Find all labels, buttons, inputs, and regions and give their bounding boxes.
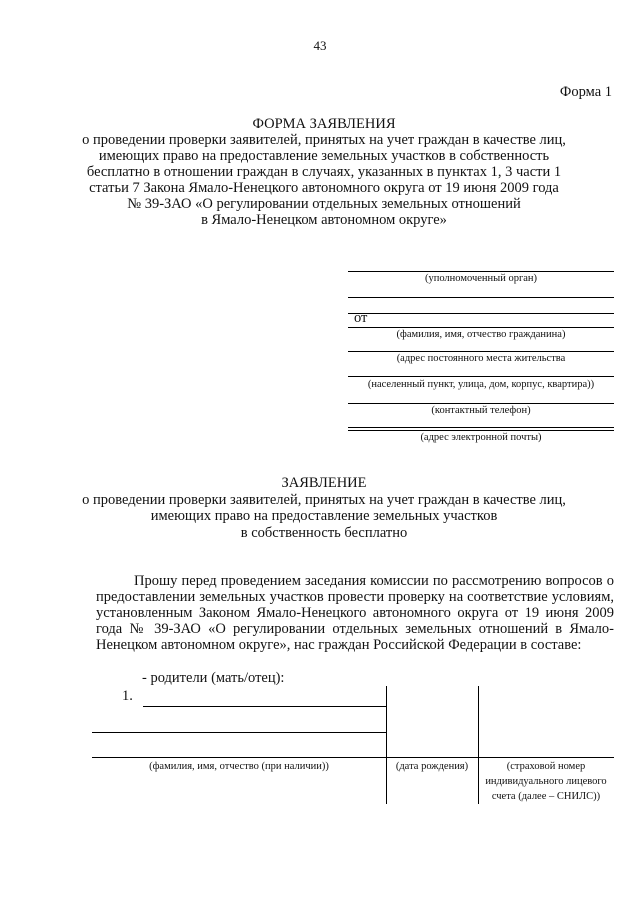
statement-heading: ЗАЯВЛЕНИЕ [281, 475, 367, 491]
column-snils-caption-line: индивидуального лицевого [485, 776, 607, 787]
form-title [60, 116, 588, 228]
fio-line[interactable] [348, 327, 614, 328]
fio-entry-line[interactable] [143, 706, 386, 707]
settlement-caption: (населенный пункт, улица, дом, корпус, квартира)) [367, 379, 595, 390]
form-title-line: статьи 7 Закона Ямало-Ненецкого автономного округа от 19 июня 2009 года [89, 180, 559, 196]
form-title-line: о проведении проверки заявителей, принятых на учет граждан в качестве лиц, [82, 132, 566, 148]
authority-line[interactable] [348, 271, 614, 272]
column-birth-caption: (дата рождения) [395, 761, 469, 772]
form-title-line: имеющих право на предоставление земельных участков в собственность [98, 148, 550, 164]
page-number: 43 [313, 38, 327, 53]
column-snils-caption [478, 759, 614, 804]
address-line[interactable] [348, 351, 614, 352]
form-title-heading: ФОРМА ЗАЯВЛЕНИЯ [252, 116, 396, 132]
settlement-line[interactable] [348, 376, 614, 377]
authority-line-2[interactable] [348, 297, 614, 298]
statement-line: имеющих право на предоставление земельных участков [150, 508, 498, 524]
email-caption: (адрес электронной почты) [420, 432, 542, 443]
form-title-line: в Ямало-Ненецком автономном округе» [201, 212, 447, 228]
form-title-line: № 39-ЗАО «О регулировании отдельных земельных отношений [127, 196, 521, 212]
statement-line: в собственность бесплатно [240, 524, 408, 541]
request-paragraph [96, 573, 614, 653]
authority-caption: (уполномоченный орган) [424, 273, 538, 284]
request-text: Прошу перед проведением заседания комиссии по рассмотрению вопросов о предоставлении земельных участков провести проверку на соответствие условиям, установленным Законом Ямало-Ненецкого автономного округа от 19 июня 2009 года № 39-ЗАО «О регулировании отдельных земельных отношений в Ямало-Ненецком автономном округе», нас граждан Российской Федерации в составе: [96, 573, 614, 653]
phone-line[interactable] [348, 403, 614, 404]
form-title-line: бесплатно в отношении граждан в случаях, указанных в пунктах 1, 3 части 1 [86, 164, 562, 180]
table-header-line [92, 757, 614, 758]
email-line-2[interactable] [348, 430, 614, 431]
statement-line: о проведении проверки заявителей, принятых на учет граждан в качестве лиц, [82, 491, 566, 508]
table-divider-1 [386, 686, 387, 804]
statement-title [60, 475, 588, 541]
column-snils-caption-line: (страховой номер [506, 761, 586, 772]
fio-entry-line-2[interactable] [92, 732, 386, 733]
address-caption: (адрес постоянного места жительства [396, 353, 566, 364]
phone-caption: (контактный телефон) [431, 405, 531, 416]
email-line-1[interactable] [348, 427, 614, 428]
parents-label: - родители (мать/отец): [142, 670, 285, 686]
fio-caption: (фамилия, имя, отчество гражданина) [396, 329, 566, 340]
column-fio-caption: (фамилия, имя, отчество (при наличии)) [149, 761, 329, 772]
column-snils-caption-line: счета (далее – СНИЛС)) [491, 791, 601, 802]
item-number: 1. [122, 688, 133, 704]
form-label: Форма 1 [559, 84, 612, 100]
authority-line-3[interactable] [348, 313, 614, 314]
from-label: от [354, 310, 368, 326]
